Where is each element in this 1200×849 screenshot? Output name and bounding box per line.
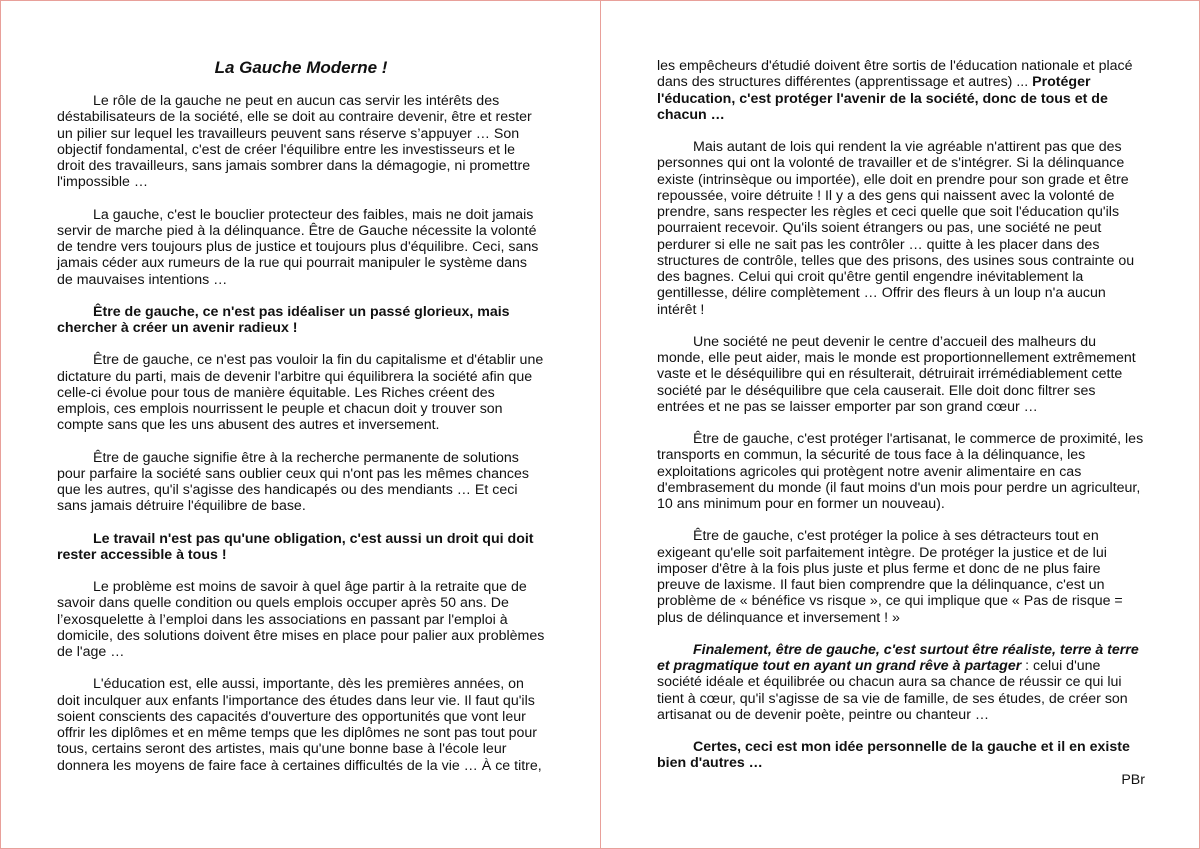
bold-paragraph: Le travail n'est pas qu'une obligation, c'est aussi un droit qui doit rester accessible à tous ! xyxy=(57,530,534,563)
paragraph-text: les empêcheurs d'étudié doivent être sortis de l'éducation nationale et placé dans des structures différentes (apprentissage et autres) ... xyxy=(657,58,1133,91)
paragraph: Une société ne peut devenir le centre d’accueil des malheurs du monde, elle peut aider, mais le monde est proportionnellement extrêmement vaste et le déséquilibre qui en résulterait, détruirait irrémédiablement cette société par le déséquilibre que cela causerait. Elle doit donc filtrer ses entrées et ne pas se laisser emporter par son grand cœur … xyxy=(657,333,1136,415)
paragraph: Le rôle de la gauche ne peut en aucun cas servir les intérêts des déstabilisateurs de la société, elle se doit au contraire devenir, être et rester un pilier sur lequel les travailleurs peuvent sans réserve s’appuyer … Son objectif fondamental, c'est de créer l'équilibre entre les investisseurs et le droit des travailleurs, sans jamais sombrer dans la démagogie, ni promettre l'impossible … xyxy=(57,93,532,191)
paragraph: L'éducation est, elle aussi, importante, dès les premières années, on doit inculquer aux enfants l'importance des études dans leur vie. Il faut qu'ils soient conscients des capacités d'ouverture des opportunités que vont leur offrir les diplômes et en même temps que les diplômes ne sont pas tout pour tous, certains seront des artistes, mais qu'une bonne base à l'école leur donnera les moyens de faire face à certaines difficultés de la vie … À ce titre, xyxy=(57,676,542,774)
page-divider xyxy=(600,0,601,849)
paragraph xyxy=(657,642,1145,723)
paragraph: Mais autant de lois qui rendent la vie agréable n'attirent pas que des personnes qui ont la volonté de travailler et de s'intégrer. Si la délinquance existe (intrinsèque ou importée), elle doit en prendre pour son grade et être repoussée, voire détruite ! Il y a des gens qui naissent avec la volonté de prendre, sans respecter les règles et ceci quelle que soit l'éducation qu'ils pourraient recevoir. Qu'ils soient étrangers ou pas, une société ne peut perdurer si elle ne sait pas les contrôler … quitte à les placer dans des structures de contrôle, telles que des prisons, des usines sous contrainte ou des bagnes. Celui qui croit qu'être gentil engendre inévitablement la gentillesse, délire complètement … Offrir des fleurs à un loup n'a aucun intérêt ! xyxy=(657,139,1135,318)
paragraph: La gauche, c'est le bouclier protecteur des faibles, mais ne doit jamais servir de marche pied à la délinquance. Être de Gauche nécessite la volonté de tendre vers toujours plus de justice et toujours plus d'équilibre. Ceci, sans jamais céder aux rumeurs de la rue qui pourrait manipuler le système dans de mauvaises intentions … xyxy=(57,206,539,288)
paragraph xyxy=(657,58,1145,123)
page-title: La Gauche Moderne ! xyxy=(214,58,388,77)
signature: PBr xyxy=(1121,771,1145,788)
paragraph: Être de gauche signifie être à la recherche permanente de solutions pour parfaire la société sans oublier ceux qui n'ont pas les mêmes chances que les autres, qu'il s'agisse des handicapés ou des mendiants … Et ceci sans jamais détruire l'équilibre de base. xyxy=(57,449,529,515)
right-column xyxy=(657,58,1145,788)
bold-paragraph: Être de gauche, ce n'est pas idéaliser un passé glorieux, mais chercher à créer un avenir radieux ! xyxy=(57,303,510,336)
bold-text: Protéger l'éducation, c'est protéger l'avenir de la société, donc de tous et de chacun … xyxy=(657,74,1108,123)
paragraph: Le problème est moins de savoir à quel âge partir à la retraite que de savoir dans quelle condition ou quels emplois occuper après 50 ans. De l’exosquelette à l’emploi dans les associations en passant par l'emploi à domicile, des solutions doivent être mises en place pour palier aux problèmes de l'age … xyxy=(57,579,545,660)
paragraph-text: : celui d'une société idéale et équilibrée ou chacun aura sa chance de réussir ce qui lui tient à cœur, qu'il s'agisse de sa vie de famille, de ses études, de créer son artisanat ou de devenir poète, peintre ou chanteur … xyxy=(657,658,1128,723)
paragraph: Être de gauche, c'est protéger l'artisanat, le commerce de proximité, les transports en commun, la sécurité de tous face à la délinquance, les exploitations agricoles qui protègent notre avenir alimentaire en cas d'embrasement du monde (il faut moins d'un mois pour perdre un agriculteur, 10 ans minimum pour en former un nouveau). xyxy=(657,431,1144,512)
paragraph: Être de gauche, c'est protéger la police à ses détracteurs tout en exigeant qu'elle soit parfaitement intègre. De protéger la justice et de lui imposer d'être à la fois plus juste et plus ferme et donc de ne plus faire preuve de laxisme. Il faut bien comprendre que la délinquance, c'est un problème de « bénéfice vs risque », ce qui implique que « Pas de risque = plus de délinquance et inversement ! » xyxy=(657,528,1123,626)
bold-paragraph: Certes, ceci est mon idée personnelle de la gauche et il en existe bien d'autres … xyxy=(657,739,1130,772)
left-column xyxy=(57,58,545,790)
paragraph: Être de gauche, ce n'est pas vouloir la fin du capitalisme et d'établir une dictature du parti, mais de devenir l'arbitre qui équilibrera la société afin que celle-ci évolue pour tous de manière équitable. Les Riches créent des emplois, ces emplois nourrissent le peuple et chacun doit y trouver son compte sans que les uns abusent des autres et inversement. xyxy=(57,352,544,434)
bold-italic-text: Finalement, être de gauche, c'est surtout être réaliste, terre à terre et pragmatique tout en ayant un grand rêve à partager xyxy=(657,641,1139,674)
